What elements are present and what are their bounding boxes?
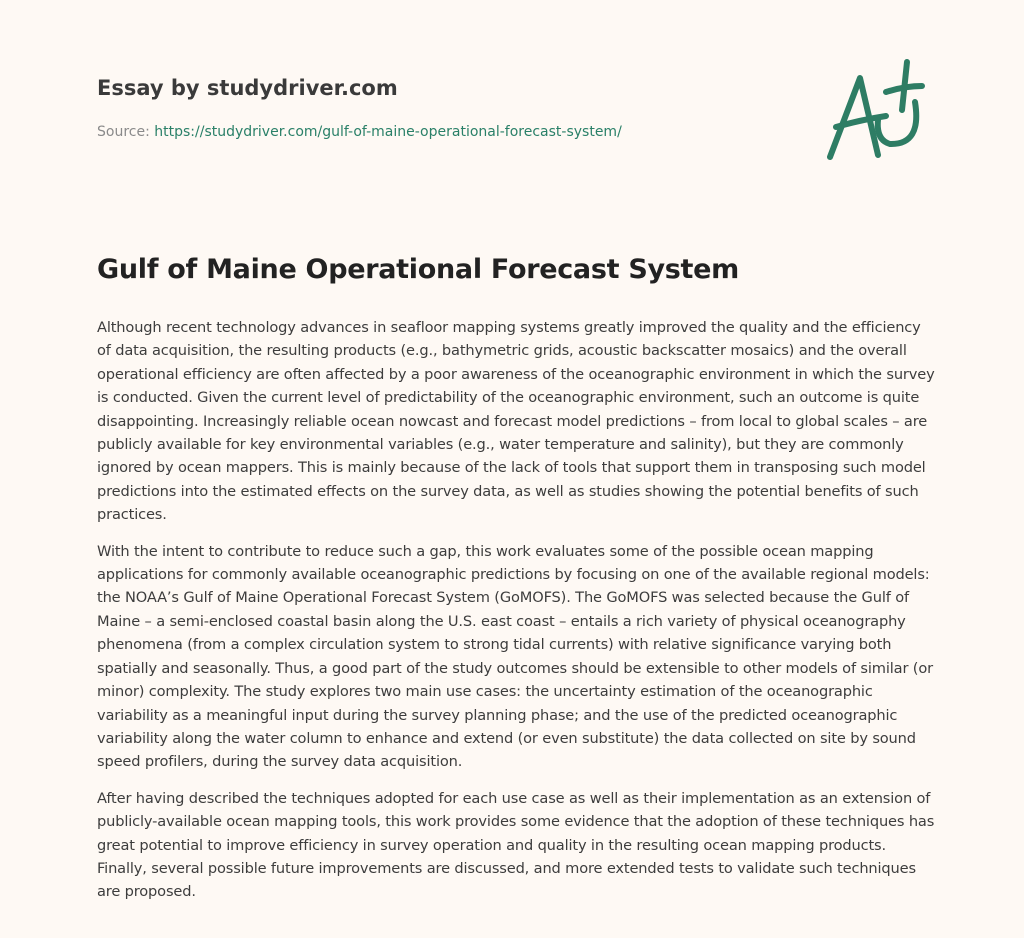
source-label: Source: (97, 124, 150, 140)
source-line (97, 124, 622, 140)
paragraph: With the intent to contribute to reduce such a gap, this work evaluates some of the possible ocean mapping applications for commonly available oceanographic predictions by focusing on one of the available regional models: the NOAA’s Gulf of Maine Operational Forecast System (GoMOFS). The GoMOFS was selected because the Gulf of Maine – a semi-enclosed coastal basin along the U.S. east coast – entails a rich variety of physical oceanography phenomena (from a complex circulation system to strong tidal currents) with relative significance varying both spatially and seasonally. Thus, a good part of the study outcomes should be extensible to other models of similar (or minor) complexity. The study explores two main use cases: the uncertainty estimation of the oceanographic variability as a meaningful input during the survey planning phase; and the use of the predicted oceanographic variability along the water column to enhance and extend (or even substitute) the data collected on site by sound speed profilers, during the survey data acquisition. (97, 542, 933, 771)
paragraph: Although recent technology advances in seafloor mapping systems greatly improved the quality and the efficiency of data acquisition, the resulting products (e.g., bathymetric grids, acoustic backscatter mosaics) and the overall operational efficiency are often affected by a poor awareness of the oceanographic environment in which the survey is conducted. Given the current level of predictability of the oceanographic environment, such an outcome is quite disappointing. Increasingly reliable ocean nowcast and forecast model predictions – from local to global scales – are publicly available for key environmental variables (e.g., water temperature and salinity), but they are commonly ignored by ocean mappers. This is mainly because of the lack of tools that support them in transposing such model predictions into the estimated effects on the survey data, as well as studies showing the potential benefits of such practices. (97, 319, 935, 524)
site-title: Essay by studydriver.com (97, 76, 398, 100)
article-title: Gulf of Maine Operational Forecast System (97, 254, 739, 285)
source-link[interactable]: https://studydriver.com/gulf-of-maine-operational-forecast-system/ (154, 124, 622, 140)
article-body (97, 316, 935, 917)
paragraph: After having described the techniques adopted for each use case as well as their implementation as an extension of publicly-available ocean mapping tools, this work provides some evidence that the adoption of these techniques has great potential to improve efficiency in survey operation and quality in the resulting ocean mapping products. Finally, several possible future improvements are discussed, and more extended tests to validate such techniques are proposed. (97, 789, 935, 901)
a-plus-logo-icon (820, 40, 935, 165)
